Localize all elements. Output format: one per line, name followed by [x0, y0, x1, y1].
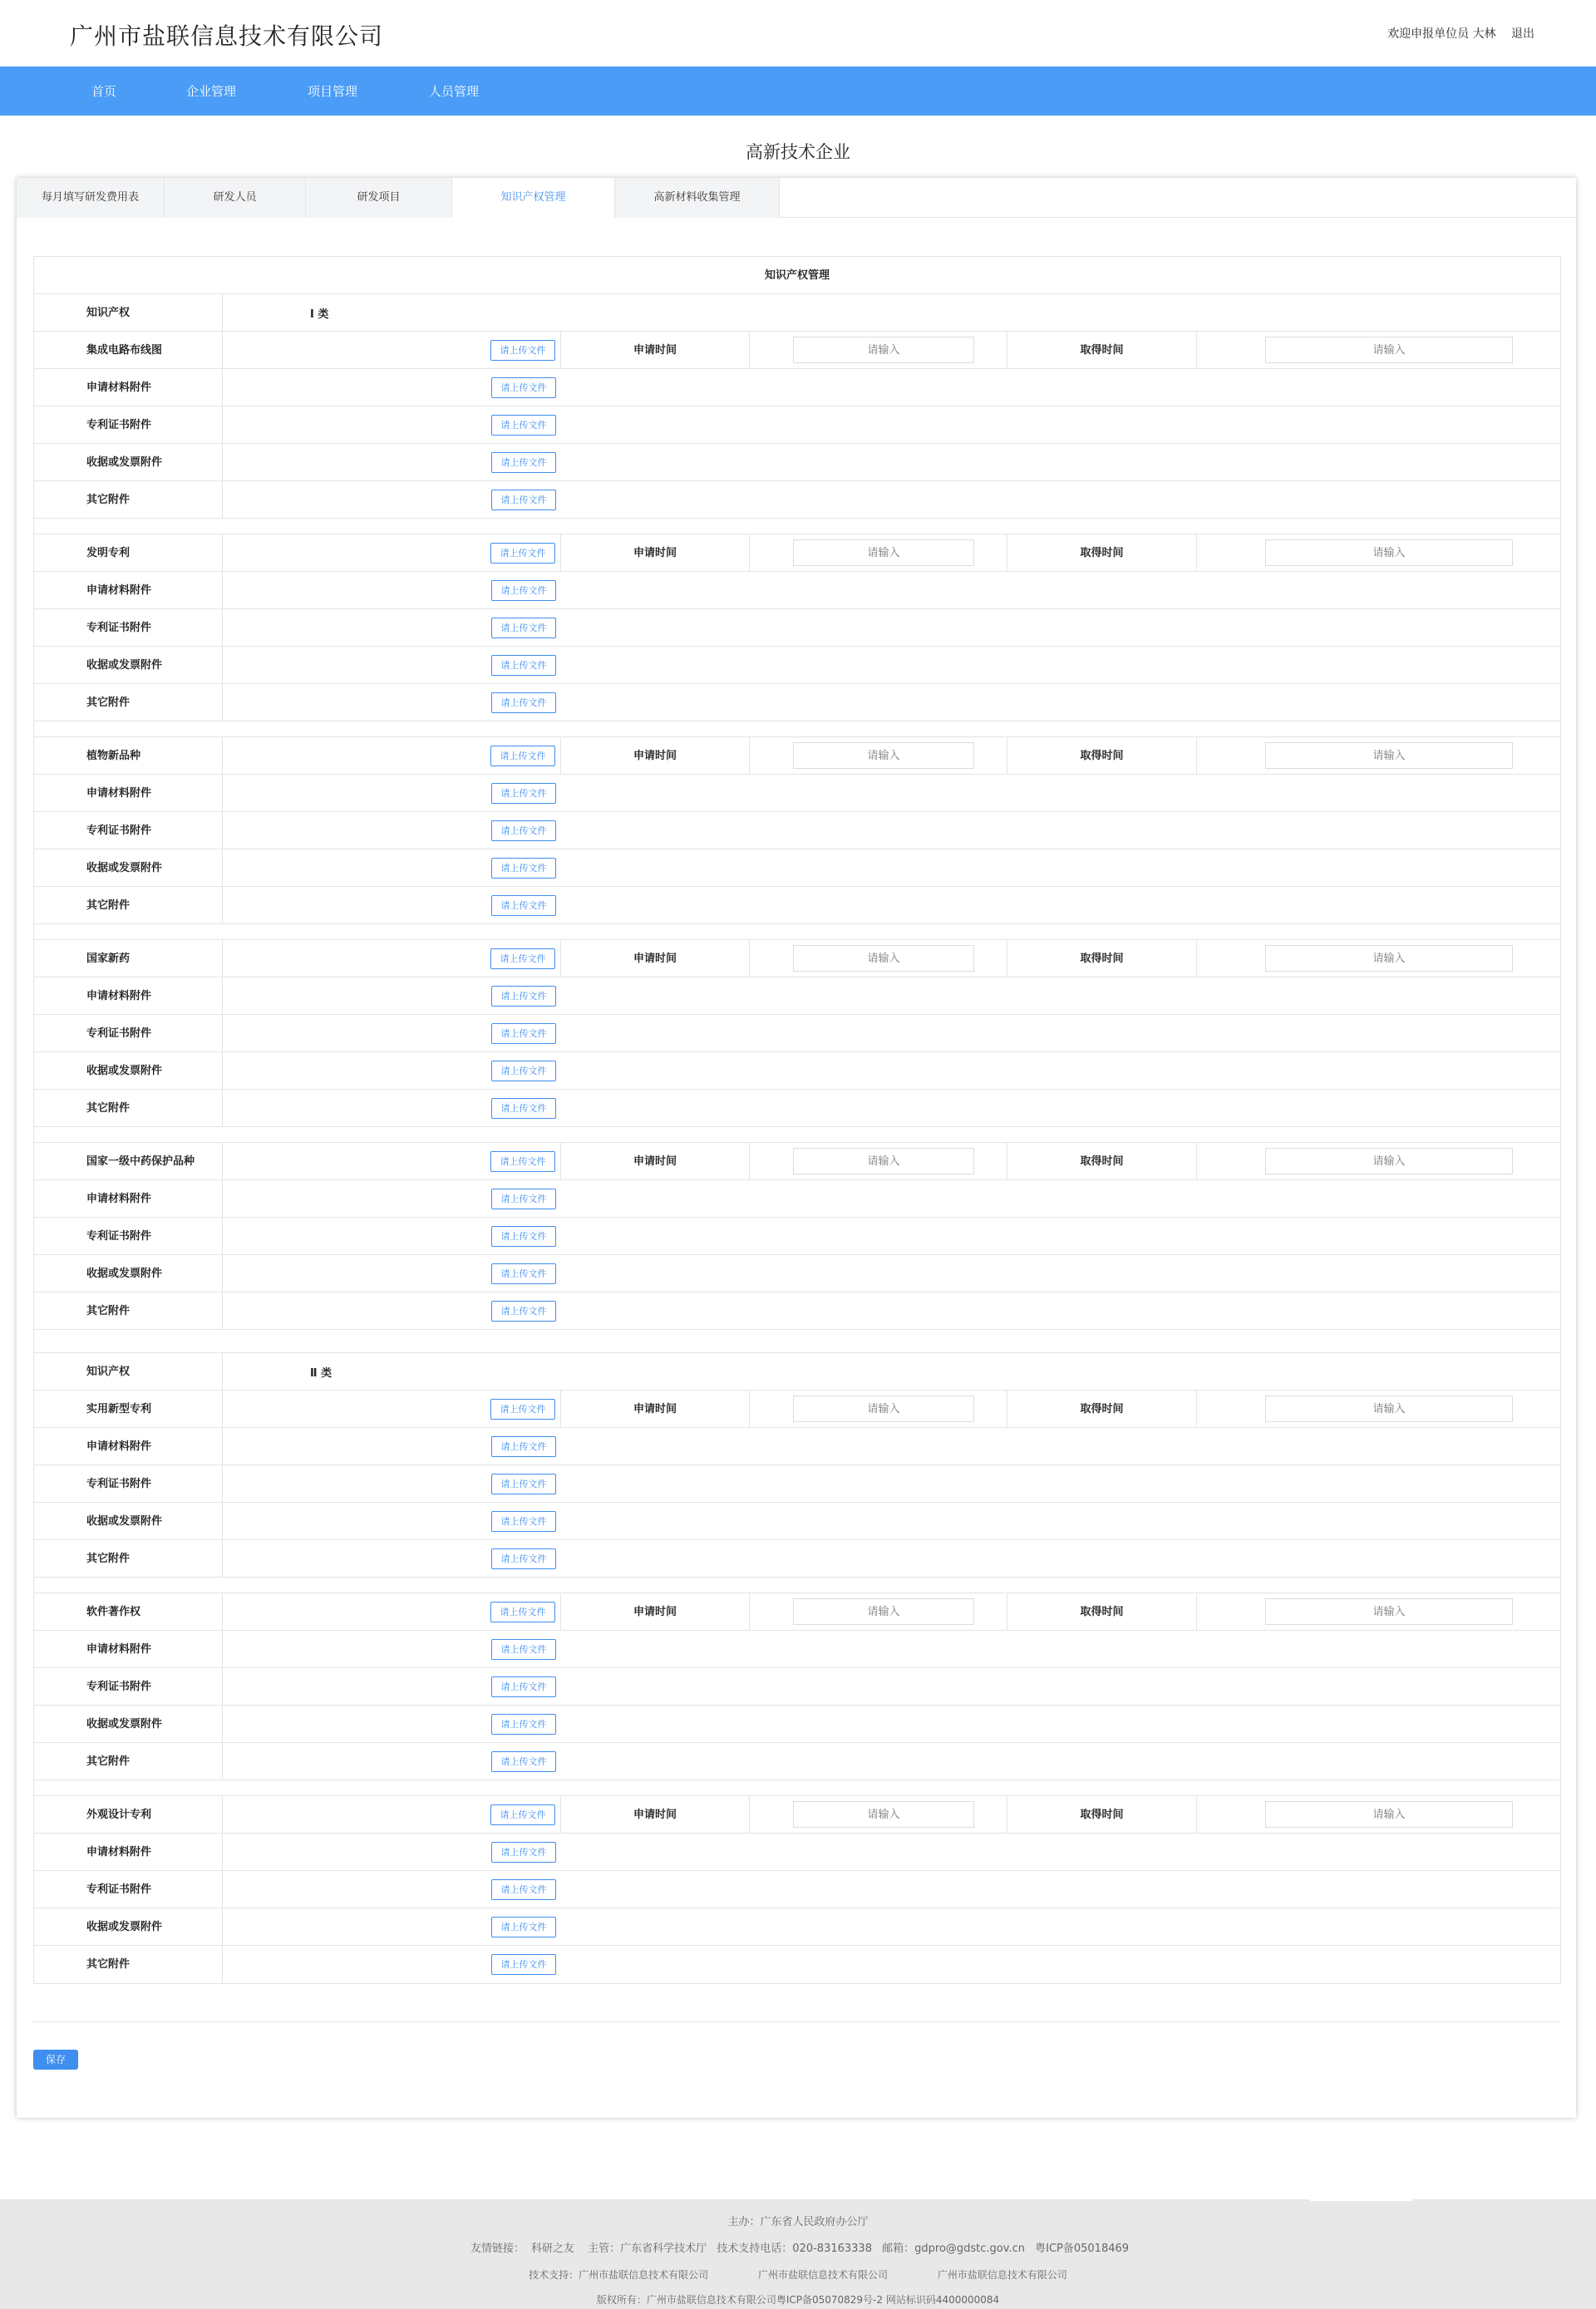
attachment-label: 收据或发票附件 [34, 1052, 223, 1089]
apply-time-input[interactable] [793, 1148, 974, 1174]
footer-supervisor: 主管：广东省科学技术厅 [588, 2243, 707, 2255]
attachment-row [34, 887, 1560, 924]
upload-button[interactable]: 请上传文件 [491, 580, 556, 601]
attachment-row [34, 406, 1560, 444]
main-card [17, 178, 1576, 2118]
upload-button[interactable]: 请上传文件 [491, 1917, 556, 1937]
apply-time-input[interactable] [793, 742, 974, 769]
attachment-row [34, 1908, 1560, 1946]
upload-button[interactable]: 请上传文件 [491, 452, 556, 473]
apply-time-label: 申请时间 [561, 332, 750, 368]
attachment-upload-cell [223, 1540, 561, 1577]
attachment-row [34, 1090, 1560, 1127]
item-spacer [34, 924, 1560, 940]
obtain-time-cell [1197, 1593, 1560, 1630]
apply-time-cell [750, 332, 1007, 368]
footer-tech-support: 技术支持：广州市盐联信息技术有限公司 广州市盐联信息技术有限公司 广州市盐联信息技术有限公司 [529, 2269, 1067, 2281]
category-row [34, 294, 1560, 332]
upload-button[interactable]: 请上传文件 [491, 1511, 556, 1532]
attachment-label: 收据或发票附件 [34, 1503, 223, 1539]
obtain-time-cell [1197, 737, 1560, 774]
upload-button[interactable]: 请上传文件 [491, 1263, 556, 1284]
ip-item-row [34, 940, 1560, 977]
upload-button[interactable]: 请上传文件 [490, 340, 555, 361]
obtain-time-input[interactable] [1265, 1801, 1513, 1828]
apply-time-input[interactable] [793, 1598, 974, 1625]
attachment-upload-cell [223, 1668, 561, 1705]
attachment-row [34, 1503, 1560, 1540]
footer-host: 主办：广东省人民政府办公厅 [727, 2216, 869, 2228]
upload-button[interactable]: 请上传文件 [491, 1639, 556, 1660]
category-label: 知识产权 [34, 1353, 223, 1390]
footer-accent-bar [1310, 2199, 1413, 2201]
footer-links-label: 友情链接： 科研之友 [470, 2243, 574, 2255]
main-nav [0, 66, 1596, 116]
attachment-row [34, 1668, 1560, 1706]
attachment-label: 其它附件 [34, 1946, 223, 1983]
attachment-row [34, 1218, 1560, 1255]
upload-cell [223, 332, 561, 368]
attachment-row [34, 849, 1560, 887]
logout-link[interactable]: 退出 [1511, 27, 1534, 41]
obtain-time-label: 取得时间 [1007, 1391, 1197, 1427]
attachment-row [34, 1946, 1560, 1983]
category-class: Ⅱ 类 [310, 1366, 332, 1380]
attachment-upload-cell [223, 1052, 561, 1089]
upload-button[interactable]: 请上传文件 [491, 377, 556, 398]
company-logo: 广州市盐联信息技术有限公司 [70, 22, 384, 50]
apply-time-label: 申请时间 [561, 1593, 750, 1630]
upload-button[interactable]: 请上传文件 [491, 1879, 556, 1900]
attachment-label: 收据或发票附件 [34, 1706, 223, 1742]
attachment-label: 申请材料附件 [34, 1180, 223, 1217]
attachment-upload-cell [223, 775, 561, 811]
item-spacer [34, 1578, 1560, 1593]
attachment-label: 收据或发票附件 [34, 849, 223, 886]
ip-item-row [34, 1143, 1560, 1180]
page-title: 高新技术企业 [746, 142, 850, 162]
attachment-label: 其它附件 [34, 887, 223, 923]
attachment-upload-cell [223, 1428, 561, 1465]
attachment-label: 收据或发票附件 [34, 1908, 223, 1945]
attachment-upload-cell [223, 1218, 561, 1254]
upload-cell [223, 737, 561, 774]
upload-button[interactable]: 请上传文件 [491, 1061, 556, 1081]
obtain-time-input[interactable] [1265, 1148, 1513, 1174]
upload-button[interactable]: 请上传文件 [491, 1474, 556, 1494]
upload-button[interactable]: 请上传文件 [491, 415, 556, 436]
upload-button[interactable]: 请上传文件 [491, 1954, 556, 1975]
upload-button[interactable]: 请上传文件 [491, 1676, 556, 1697]
attachment-upload-cell [223, 1292, 561, 1329]
attachment-label: 申请材料附件 [34, 977, 223, 1014]
item-spacer [34, 519, 1560, 534]
attachment-upload-cell [223, 1465, 561, 1502]
upload-button[interactable]: 请上传文件 [491, 692, 556, 713]
footer-link-keyan[interactable]: 科研之友 [530, 2243, 574, 2255]
obtain-time-label: 取得时间 [1007, 332, 1197, 368]
attachment-label: 专利证书附件 [34, 1218, 223, 1254]
obtain-time-label: 取得时间 [1007, 534, 1197, 571]
upload-button[interactable]: 请上传文件 [491, 1842, 556, 1863]
attachment-upload-cell [223, 812, 561, 849]
obtain-time-cell [1197, 1391, 1560, 1427]
attachment-label: 其它附件 [34, 684, 223, 721]
attachment-label: 申请材料附件 [34, 369, 223, 406]
attachment-label: 专利证书附件 [34, 812, 223, 849]
attachment-row [34, 1052, 1560, 1090]
attachment-row [34, 1255, 1560, 1292]
attachment-row [34, 684, 1560, 721]
attachment-row [34, 1292, 1560, 1330]
upload-cell [223, 1143, 561, 1179]
upload-button[interactable]: 请上传文件 [491, 1023, 556, 1044]
attachment-upload-cell [223, 647, 561, 683]
attachment-label: 其它附件 [34, 1540, 223, 1577]
attachment-upload-cell [223, 369, 561, 406]
attachment-upload-cell [223, 1834, 561, 1870]
apply-time-cell [750, 1143, 1007, 1179]
attachment-row [34, 369, 1560, 406]
attachment-row [34, 1834, 1560, 1871]
footer [0, 2199, 1596, 2309]
attachment-label: 其它附件 [34, 1090, 223, 1126]
attachment-upload-cell [223, 481, 561, 518]
item-spacer [34, 1780, 1560, 1796]
attachment-label: 收据或发票附件 [34, 444, 223, 480]
group-spacer [34, 1330, 1560, 1353]
obtain-time-cell [1197, 332, 1560, 368]
apply-time-label: 申请时间 [561, 1143, 750, 1179]
ip-item-row [34, 332, 1560, 369]
ip-item-name: 集成电路布线图 [34, 332, 223, 368]
attachment-row [34, 647, 1560, 684]
ip-item-name: 实用新型专利 [34, 1391, 223, 1427]
tab-rd-personnel[interactable]: 研发人员 [165, 178, 306, 218]
apply-time-input[interactable] [793, 337, 974, 363]
upload-button[interactable]: 请上传文件 [491, 820, 556, 841]
upload-button[interactable]: 请上传文件 [490, 1399, 555, 1420]
attachment-row [34, 444, 1560, 481]
attachment-row [34, 775, 1560, 812]
upload-button[interactable]: 请上传文件 [490, 543, 555, 564]
attachment-upload-cell [223, 1871, 561, 1908]
attachment-label: 其它附件 [34, 481, 223, 518]
attachment-upload-cell [223, 1631, 561, 1667]
attachment-row [34, 1465, 1560, 1503]
upload-cell [223, 1391, 561, 1427]
ip-item-row [34, 534, 1560, 572]
upload-button[interactable]: 请上传文件 [491, 1751, 556, 1772]
upload-button[interactable]: 请上传文件 [491, 1098, 556, 1119]
apply-time-cell [750, 1796, 1007, 1833]
attachment-upload-cell [223, 1503, 561, 1539]
attachment-label: 申请材料附件 [34, 775, 223, 811]
apply-time-input[interactable] [793, 1801, 974, 1828]
attachment-upload-cell [223, 406, 561, 443]
upload-button[interactable]: 请上传文件 [490, 948, 555, 969]
attachment-row [34, 481, 1560, 519]
attachment-label: 收据或发票附件 [34, 1255, 223, 1292]
header [0, 0, 1596, 66]
footer-line2 [0, 2239, 1596, 2255]
attachment-label: 申请材料附件 [34, 1631, 223, 1667]
attachment-label: 专利证书附件 [34, 1015, 223, 1051]
upload-button[interactable]: 请上传文件 [491, 618, 556, 638]
upload-button[interactable]: 请上传文件 [491, 1548, 556, 1569]
welcome-text: 欢迎申报单位员 大林 [1387, 27, 1496, 41]
upload-button[interactable]: 请上传文件 [491, 1436, 556, 1457]
apply-time-input[interactable] [793, 539, 974, 566]
upload-button[interactable]: 请上传文件 [491, 1226, 556, 1247]
attachment-row [34, 1540, 1560, 1578]
upload-button[interactable]: 请上传文件 [491, 1189, 556, 1209]
obtain-time-input[interactable] [1265, 742, 1513, 769]
attachment-upload-cell [223, 1743, 561, 1780]
attachment-label: 申请材料附件 [34, 572, 223, 608]
ip-item-row [34, 1796, 1560, 1834]
category-label: 知识产权 [34, 294, 223, 331]
apply-time-cell [750, 940, 1007, 977]
tab-bar [17, 178, 1576, 218]
upload-cell [223, 1593, 561, 1630]
upload-button[interactable]: 请上传文件 [491, 858, 556, 879]
attachment-row [34, 1631, 1560, 1668]
footer-email: 邮箱：gdpro@gdstc.gov.cn [882, 2243, 1025, 2255]
user-area [1384, 25, 1534, 42]
apply-time-label: 申请时间 [561, 737, 750, 774]
attachment-row [34, 1428, 1560, 1465]
attachment-label: 专利证书附件 [34, 406, 223, 443]
apply-time-cell [750, 1593, 1007, 1630]
form-divider [33, 2021, 1561, 2022]
ip-item-name: 软件著作权 [34, 1593, 223, 1630]
upload-cell [223, 1796, 561, 1833]
upload-button[interactable]: 请上传文件 [490, 1804, 555, 1825]
save-button[interactable]: 保存 [33, 2050, 78, 2070]
obtain-time-input[interactable] [1265, 539, 1513, 566]
attachment-label: 专利证书附件 [34, 609, 223, 646]
obtain-time-cell [1197, 534, 1560, 571]
tab-ip-management[interactable]: 知识产权管理 [452, 178, 615, 218]
attachment-row [34, 1706, 1560, 1743]
attachment-label: 专利证书附件 [34, 1871, 223, 1908]
attachment-row [34, 812, 1560, 849]
obtain-time-cell [1197, 940, 1560, 977]
upload-cell [223, 940, 561, 977]
tab-material-collection[interactable]: 高新材料收集管理 [615, 178, 780, 218]
ip-item-name: 国家新药 [34, 940, 223, 977]
footer-copyright: 版权所有：广州市盐联信息技术有限公司粤ICP备05070829号-2 网站标识码4400000084 [596, 2294, 1000, 2306]
obtain-time-cell [1197, 1143, 1560, 1179]
attachment-label: 其它附件 [34, 1292, 223, 1329]
upload-button[interactable]: 请上传文件 [491, 490, 556, 510]
attachment-label: 专利证书附件 [34, 1465, 223, 1502]
apply-time-cell [750, 1391, 1007, 1427]
obtain-time-input[interactable] [1265, 337, 1513, 363]
apply-time-label: 申请时间 [561, 1391, 750, 1427]
obtain-time-input[interactable] [1265, 1598, 1513, 1625]
attachment-label: 收据或发票附件 [34, 647, 223, 683]
upload-button[interactable]: 请上传文件 [490, 1151, 555, 1172]
footer-tech-phone: 技术支持电话：020-83163338 [717, 2243, 872, 2255]
apply-time-label: 申请时间 [561, 1796, 750, 1833]
nav-project[interactable]: 项目管理 [308, 84, 358, 99]
upload-cell [223, 534, 561, 571]
apply-time-label: 申请时间 [561, 534, 750, 571]
nav-home[interactable]: 首页 [91, 84, 117, 99]
footer-icp[interactable]: 粤ICP备05018469 [1035, 2243, 1130, 2255]
attachment-upload-cell [223, 1908, 561, 1945]
upload-button[interactable]: 请上传文件 [491, 655, 556, 676]
attachment-label: 申请材料附件 [34, 1428, 223, 1465]
ip-item-name: 外观设计专利 [34, 1796, 223, 1833]
ip-item-name: 国家一级中药保护品种 [34, 1143, 223, 1179]
apply-time-cell [750, 737, 1007, 774]
attachment-label: 专利证书附件 [34, 1668, 223, 1705]
ip-item-row [34, 1593, 1560, 1631]
attachment-row [34, 1871, 1560, 1908]
apply-time-input[interactable] [793, 945, 974, 972]
obtain-time-label: 取得时间 [1007, 737, 1197, 774]
attachment-upload-cell [223, 572, 561, 608]
attachment-upload-cell [223, 444, 561, 480]
obtain-time-input[interactable] [1265, 1396, 1513, 1422]
category-class: Ⅰ 类 [310, 308, 329, 321]
upload-button[interactable]: 请上传文件 [490, 746, 555, 766]
attachment-upload-cell [223, 1180, 561, 1217]
upload-button[interactable]: 请上传文件 [491, 1714, 556, 1735]
upload-button[interactable]: 请上传文件 [491, 1301, 556, 1322]
obtain-time-label: 取得时间 [1007, 940, 1197, 977]
attachment-upload-cell [223, 977, 561, 1014]
attachment-upload-cell [223, 1706, 561, 1742]
category-row [34, 1353, 1560, 1391]
ip-item-name: 植物新品种 [34, 737, 223, 774]
attachment-label: 申请材料附件 [34, 1834, 223, 1870]
tab-monthly-rd-cost[interactable]: 每月填写研发费用表 [17, 178, 165, 218]
upload-button[interactable]: 请上传文件 [490, 1602, 555, 1622]
attachment-upload-cell [223, 1255, 561, 1292]
apply-time-input[interactable] [793, 1396, 974, 1422]
ip-item-row [34, 1391, 1560, 1428]
attachment-row [34, 572, 1560, 609]
attachment-upload-cell [223, 609, 561, 646]
obtain-time-label: 取得时间 [1007, 1593, 1197, 1630]
upload-button[interactable]: 请上传文件 [491, 895, 556, 916]
nav-personnel[interactable]: 人员管理 [429, 84, 480, 99]
apply-time-label: 申请时间 [561, 940, 750, 977]
attachment-row [34, 1180, 1560, 1218]
attachment-row [34, 1015, 1560, 1052]
attachment-upload-cell [223, 1015, 561, 1051]
form-title: 知识产权管理 [34, 257, 1560, 294]
item-spacer [34, 721, 1560, 737]
attachment-label: 其它附件 [34, 1743, 223, 1780]
obtain-time-label: 取得时间 [1007, 1796, 1197, 1833]
attachment-row [34, 609, 1560, 647]
tab-rd-project[interactable]: 研发项目 [306, 178, 452, 218]
attachment-upload-cell [223, 684, 561, 721]
attachment-upload-cell [223, 1090, 561, 1126]
ip-item-row [34, 737, 1560, 775]
obtain-time-cell [1197, 1796, 1560, 1833]
attachment-row [34, 1743, 1560, 1780]
attachment-upload-cell [223, 849, 561, 886]
attachment-upload-cell [223, 1946, 561, 1983]
ip-item-name: 发明专利 [34, 534, 223, 571]
nav-enterprise[interactable]: 企业管理 [186, 84, 237, 99]
item-spacer [34, 1127, 1560, 1143]
attachment-upload-cell [223, 887, 561, 923]
apply-time-cell [750, 534, 1007, 571]
upload-button[interactable]: 请上传文件 [491, 783, 556, 804]
attachment-row [34, 977, 1560, 1015]
obtain-time-label: 取得时间 [1007, 1143, 1197, 1179]
ip-form [33, 256, 1561, 1984]
obtain-time-input[interactable] [1265, 945, 1513, 972]
upload-button[interactable]: 请上传文件 [491, 986, 556, 1007]
